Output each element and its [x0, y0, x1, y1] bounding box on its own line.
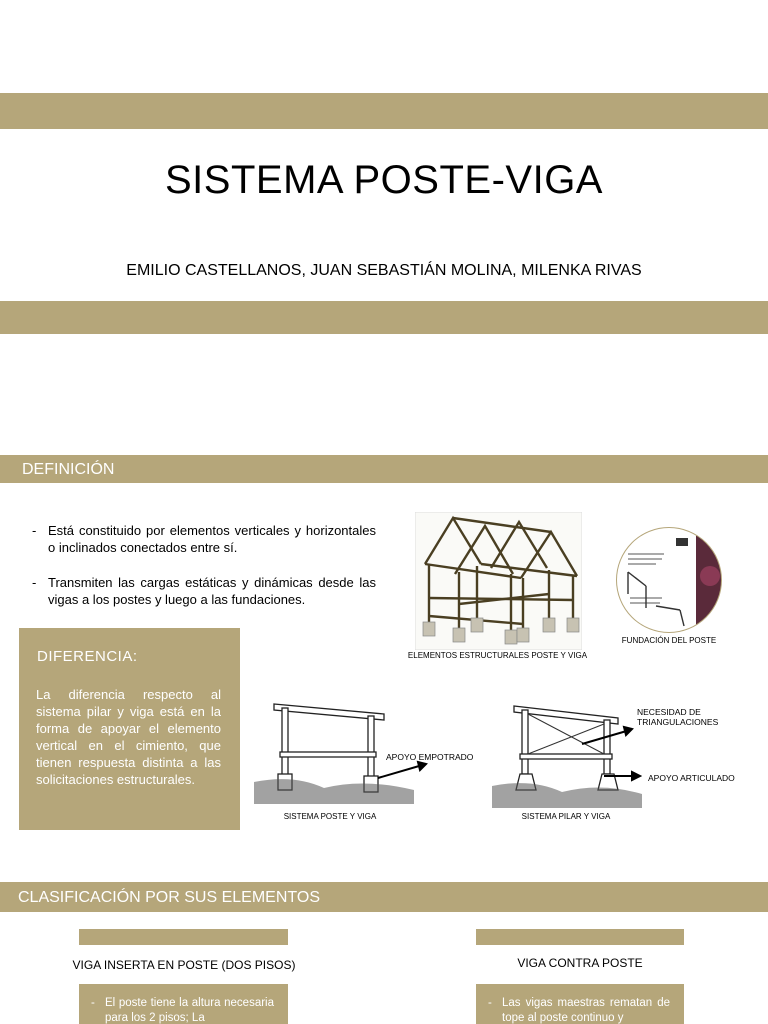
- caption-sistema-pilar-viga: SISTEMA PILAR Y VIGA: [521, 812, 611, 821]
- list-item: - Las vigas maestras rematan de tope al poste continuo y: [482, 996, 670, 1024]
- foundation-image: [616, 526, 722, 634]
- clasificacion-left-bar: [79, 929, 288, 945]
- label-necesidad-triangulaciones: NECESIDAD DE TRIANGULACIONES: [637, 707, 719, 727]
- section-definicion-heading: DEFINICIÓN: [22, 461, 115, 478]
- section-clasificacion: [0, 882, 768, 912]
- diagram-pilar-viga: [492, 698, 642, 810]
- clasificacion-left-box: [79, 984, 288, 1024]
- clasificacion-left-title: VIGA INSERTA EN POSTE (DOS PISOS): [72, 958, 296, 972]
- clasificacion-right-box: [476, 984, 684, 1024]
- bottom-band: [0, 301, 768, 334]
- caption-estructura: ELEMENTOS ESTRUCTURALES POSTE Y VIGA: [407, 651, 588, 660]
- caption-sistema-poste-viga: SISTEMA POSTE Y VIGA: [283, 812, 377, 821]
- clasificacion-right-title: VIGA CONTRA POSTE: [517, 956, 643, 970]
- list-item: - Está constituido por elementos verticales y horizontales o inclinados conectados entre sí.: [30, 522, 376, 556]
- diferencia-heading: DIFERENCIA:: [37, 648, 138, 665]
- top-band: [0, 93, 768, 129]
- page-title: SISTEMA POSTE-VIGA: [165, 158, 603, 202]
- diferencia-text: La diferencia respecto al sistema pilar y viga está en la forma de apoyar el elemento vertical en el cimiento, que tienen respuesta distinta a las solicitaciones estructurales.: [36, 687, 221, 787]
- structure-frame-image: [415, 512, 582, 650]
- list-item: - Transmiten las cargas estáticas y dinámicas desde las vigas a los postes y luego a las fundaciones.: [30, 574, 376, 608]
- section-definicion: [0, 455, 768, 483]
- definicion-bullets: [30, 522, 376, 626]
- authors-line: EMILIO CASTELLANOS, JUAN SEBASTIÁN MOLINA, MILENKA RIVAS: [126, 262, 642, 279]
- caption-fundacion: FUNDACIÓN DEL POSTE: [621, 636, 717, 645]
- label-apoyo-empotrado: APOYO EMPOTRADO: [386, 752, 474, 762]
- section-clasificacion-heading: CLASIFICACIÓN POR SUS ELEMENTOS: [18, 889, 320, 906]
- list-item: - El poste tiene la altura necesaria para los 2 pisos; La: [85, 996, 274, 1024]
- clasificacion-right-bar: [476, 929, 684, 945]
- diferencia-box: [19, 628, 240, 830]
- label-apoyo-articulado: APOYO ARTICULADO: [648, 773, 735, 783]
- diagram-poste-viga: [254, 692, 484, 810]
